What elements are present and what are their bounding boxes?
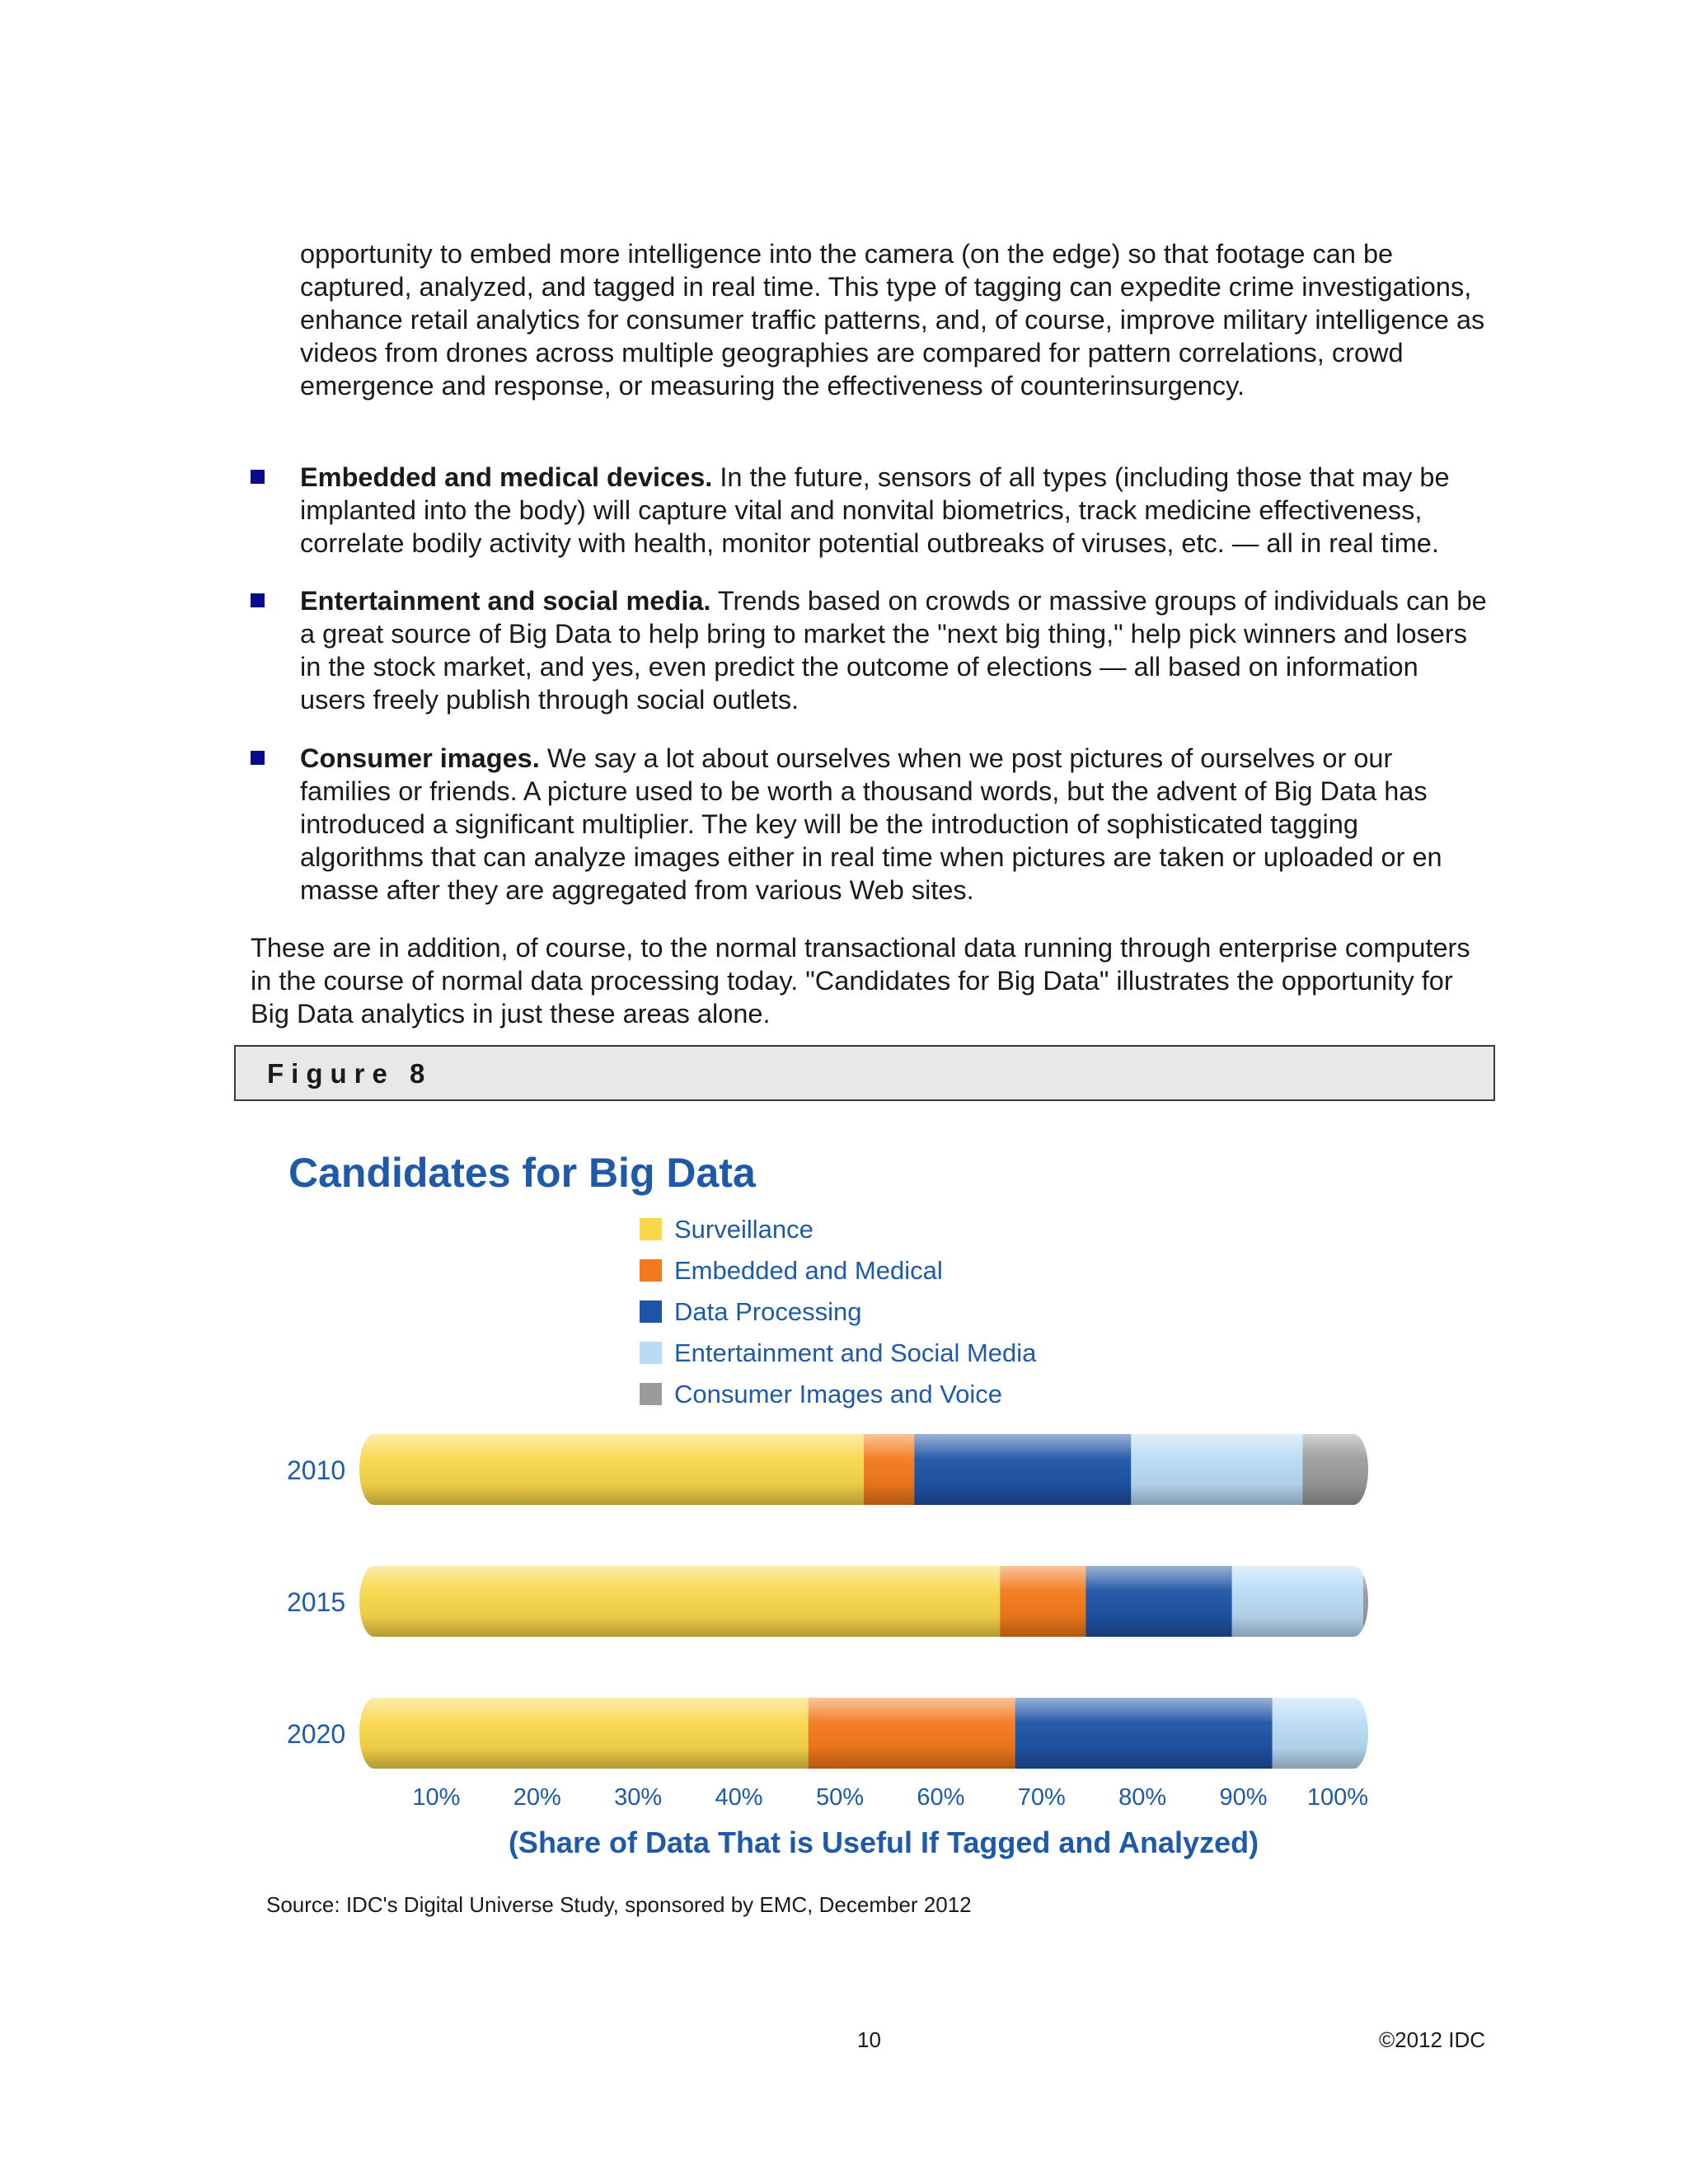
stacked-bar-chart	[247, 1121, 1688, 1879]
x-tick-label: 80%	[1118, 1784, 1167, 1811]
legend-label: Surveillance	[674, 1215, 814, 1244]
bar-shading	[359, 1434, 1368, 1505]
bullet-item-embedded	[251, 461, 1487, 560]
bullet-lead: Consumer images.	[300, 743, 540, 773]
legend-swatch	[640, 1259, 662, 1282]
bullet-square-icon	[251, 470, 265, 484]
category-label: 2015	[287, 1587, 346, 1617]
bullet-body	[300, 742, 1487, 907]
bullet-item-entertainment	[251, 584, 1487, 716]
x-tick-label: 70%	[1017, 1784, 1066, 1811]
bar-shading	[359, 1698, 1368, 1769]
x-tick-label: 40%	[715, 1784, 763, 1811]
x-axis-ticks	[412, 1784, 1368, 1811]
chart-container	[247, 1121, 1688, 1879]
legend-swatch	[640, 1342, 662, 1364]
bullet-square-icon	[251, 751, 265, 765]
bullet-item-consumer-images	[251, 742, 1487, 907]
copyright-notice: ©2012 IDC	[1379, 2027, 1485, 2052]
category-label: 2010	[287, 1455, 346, 1485]
legend-label: Consumer Images and Voice	[674, 1380, 1003, 1408]
continuation-paragraph: opportunity to embed more intelligence into the camera (on the edge) so that footage can be captured, analyzed, and tagged in real time. This type of tagging can expedite crime investigations, enhance retail analytics for consumer traffic patterns, and, of course, improve military intelligence as videos from drones across multiple geographies are compared for pattern correlations, crowd emergence and response, or measuring the effectiveness of counterinsurgency.	[300, 239, 1485, 401]
legend-label: Embedded and Medical	[674, 1256, 943, 1285]
bullet-text: In the future, sensors of all types (including those that may be implanted into the body) will capture vital and nonvital biometrics, track medicine effectiveness, correlate bodily activity with health, monitor potential outbreaks of viruses, etc. — all in real time.	[300, 462, 1450, 558]
page-number: 10	[857, 2027, 881, 2052]
legend-swatch	[640, 1218, 662, 1240]
bullet-body	[300, 461, 1487, 560]
x-axis-label: (Share of Data That is Useful If Tagged and Analyzed)	[508, 1825, 1259, 1859]
legend-swatch	[640, 1383, 662, 1405]
main-paragraph: These are in addition, of course, to the normal transactional data running through enterprise computers in the course of normal data processing today. "Candidates for Big Data" illustrates the opportunity for Big Data analytics in just these areas alone.	[251, 933, 1470, 1029]
x-tick-label: 10%	[412, 1784, 461, 1811]
chart-bars	[287, 1434, 1368, 1769]
x-tick-label: 50%	[815, 1784, 864, 1811]
x-tick-label: 60%	[917, 1784, 965, 1811]
x-tick-label: 100%	[1306, 1784, 1368, 1811]
figure-caption-bar	[234, 1045, 1495, 1101]
category-label: 2020	[287, 1719, 346, 1749]
bullet-text: We say a lot about ourselves when we post pictures of ourselves or our families or friends. A picture used to be worth a thousand words, but the advent of Big Data has introduced a significant multiplier. The key will be the introduction of sophisticated tagging algorithms that can analyze images either in real time when pictures are taken or uploaded or en masse after they are aggregated from various Web sites.	[300, 743, 1442, 905]
legend-swatch	[640, 1301, 662, 1323]
bullet-square-icon	[251, 593, 265, 607]
bullet-body	[300, 584, 1487, 716]
chart-title: Candidates for Big Data	[288, 1150, 756, 1196]
x-tick-label: 90%	[1219, 1784, 1268, 1811]
bar-shading	[359, 1566, 1368, 1637]
legend-label: Data Processing	[674, 1297, 862, 1326]
bullet-lead: Embedded and medical devices.	[300, 462, 713, 492]
bar-group	[359, 1566, 1368, 1637]
bullet-lead: Entertainment and social media.	[300, 586, 711, 616]
bar-group	[359, 1434, 1368, 1505]
bullet-text: Trends based on crowds or massive groups of individuals can be a great source of Big Data to help bring to market the "next big thing," help pick winners and losers in the stock market, and yes, even predict the outcome of elections — all based on information users freely publish through social outlets.	[300, 586, 1487, 715]
bar-group	[359, 1698, 1368, 1769]
x-tick-label: 20%	[513, 1784, 561, 1811]
figure-source-note: Source: IDC's Digital Universe Study, sponsored by EMC, December 2012	[266, 1892, 972, 1917]
x-tick-label: 30%	[614, 1784, 663, 1811]
legend-label: Entertainment and Social Media	[674, 1338, 1037, 1367]
chart-legend	[640, 1215, 1037, 1408]
figure-label: Figure 8	[267, 1058, 433, 1089]
